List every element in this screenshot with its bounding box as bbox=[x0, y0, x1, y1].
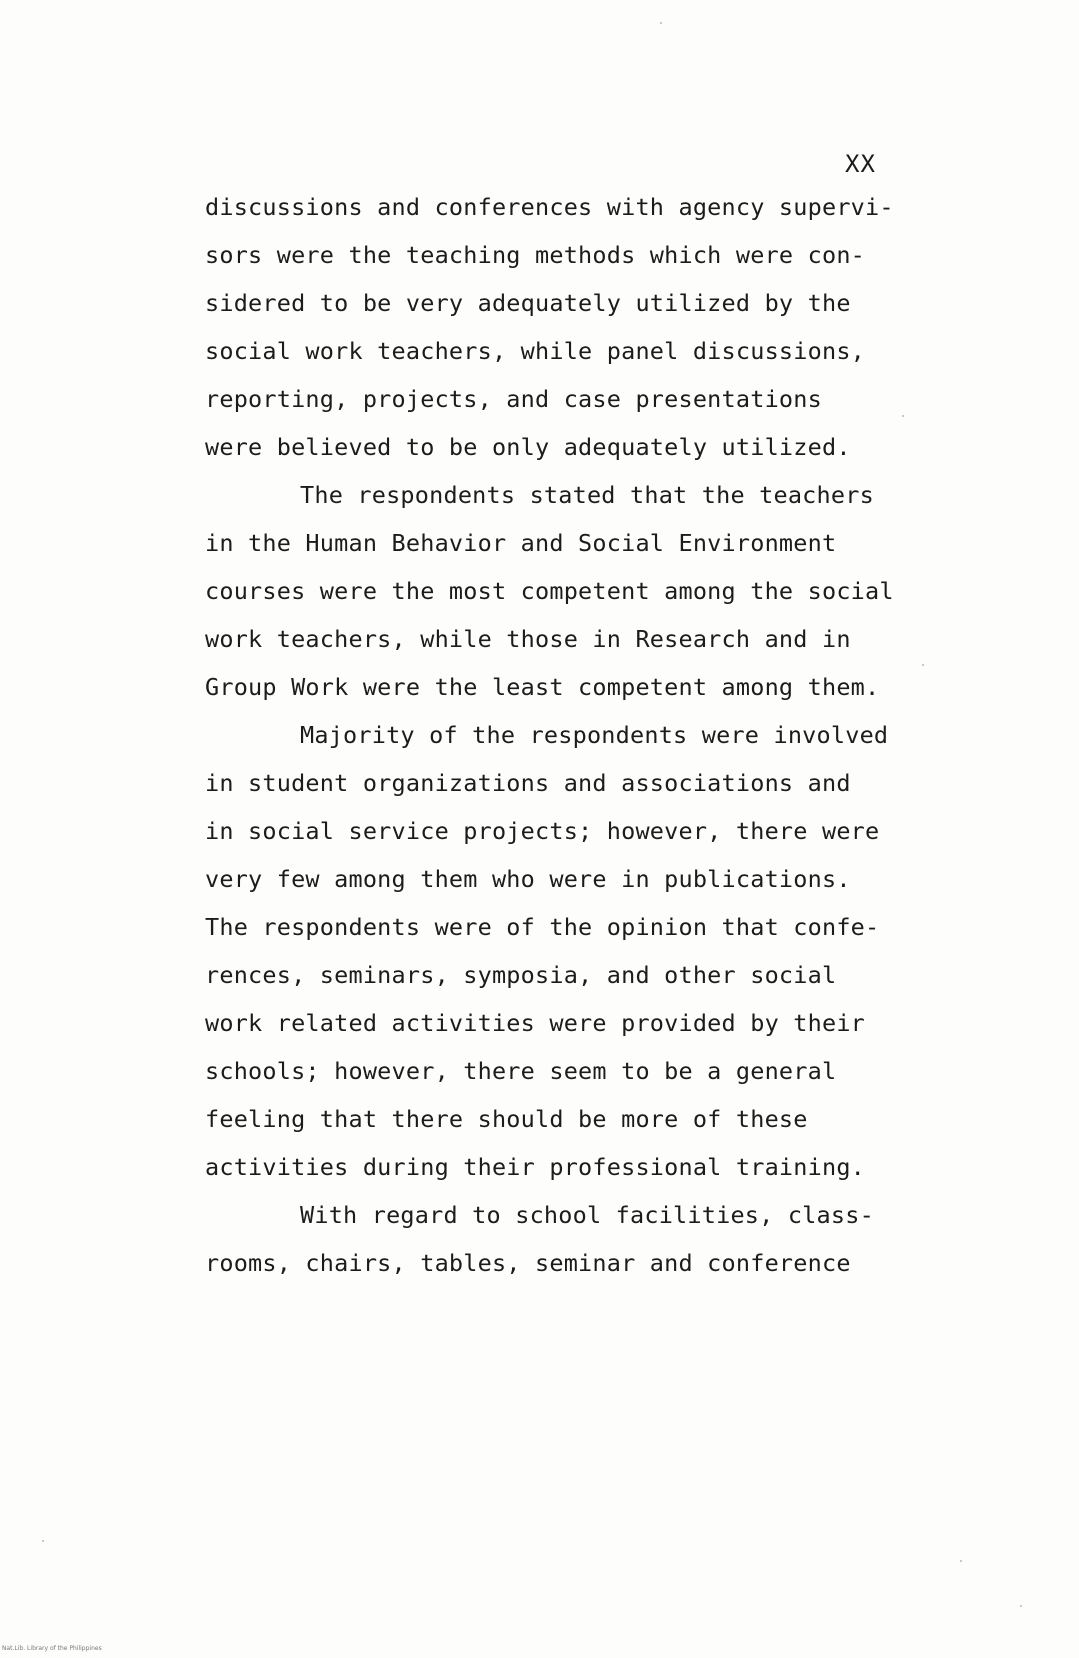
text-line-13: in student organizations and associations and bbox=[205, 769, 851, 797]
text-line-20: feeling that there should be more of these bbox=[205, 1105, 808, 1133]
text-line-11: Group Work were the least competent among them. bbox=[205, 673, 880, 701]
scan-speck bbox=[42, 1540, 44, 1542]
scan-speck bbox=[902, 415, 904, 417]
text-line-15: very few among them who were in publications. bbox=[205, 865, 851, 893]
text-line-18: work related activities were provided by their bbox=[205, 1009, 866, 1037]
text-line-23: rooms, chairs, tables, seminar and conference bbox=[205, 1249, 851, 1277]
text-line-5: reporting, projects, and case presentations bbox=[205, 385, 822, 413]
text-line-17: rences, seminars, symposia, and other social bbox=[205, 961, 837, 989]
scan-footer: Nat.Lib. Library of the Philippines bbox=[2, 1645, 102, 1652]
scan-speck bbox=[660, 22, 662, 24]
text-line-21: activities during their professional training. bbox=[205, 1153, 866, 1181]
text-line-6: were believed to be only adequately utilized. bbox=[205, 433, 851, 461]
text-line-7: The respondents stated that the teachers bbox=[300, 481, 874, 509]
text-line-16: The respondents were of the opinion that confe- bbox=[205, 913, 880, 941]
text-line-19: schools; however, there seem to be a general bbox=[205, 1057, 837, 1085]
text-line-12: Majority of the respondents were involved bbox=[300, 721, 889, 749]
scan-speck bbox=[1020, 1605, 1022, 1607]
text-line-14: in social service projects; however, there were bbox=[205, 817, 880, 845]
text-line-2: sors were the teaching methods which were con- bbox=[205, 241, 866, 269]
text-line-22: With regard to school facilities, class- bbox=[300, 1201, 874, 1229]
scan-speck bbox=[922, 664, 924, 666]
scan-speck bbox=[960, 1560, 962, 1562]
text-line-8: in the Human Behavior and Social Environment bbox=[205, 529, 837, 557]
page-number: XX bbox=[845, 150, 876, 178]
text-line-10: work teachers, while those in Research and in bbox=[205, 625, 851, 653]
text-line-3: sidered to be very adequately utilized by the bbox=[205, 289, 851, 317]
text-line-1: discussions and conferences with agency supervi- bbox=[205, 193, 894, 221]
text-line-4: social work teachers, while panel discussions, bbox=[205, 337, 866, 365]
text-line-9: courses were the most competent among the social bbox=[205, 577, 894, 605]
